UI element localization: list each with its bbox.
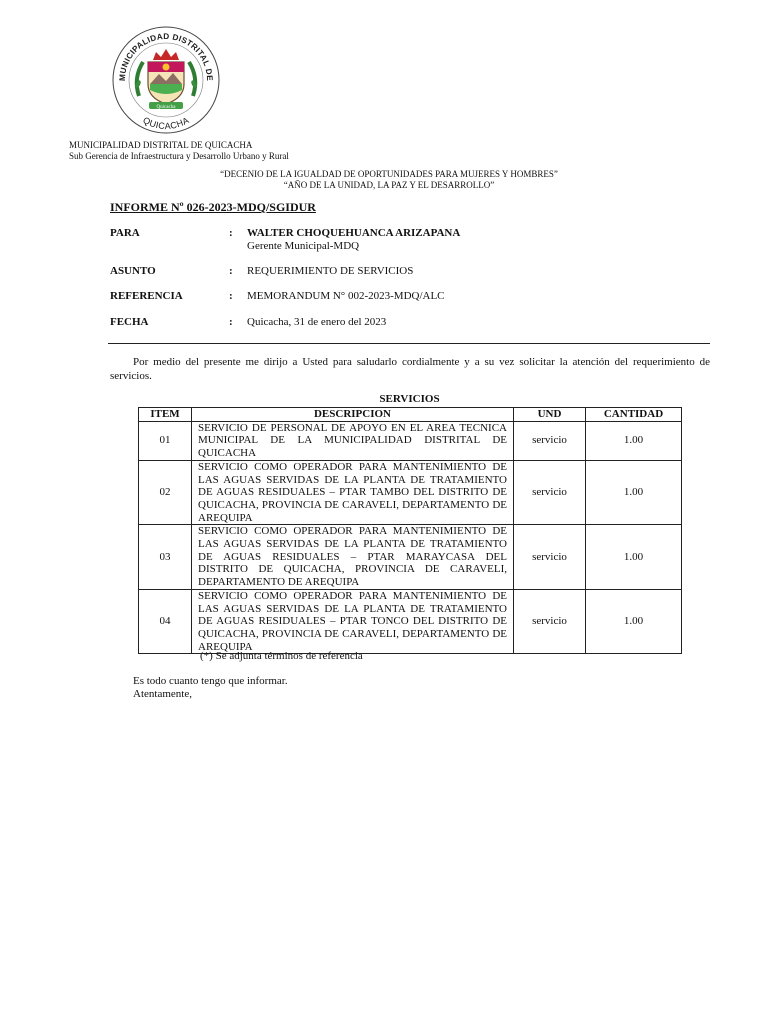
- cell-item: 03: [139, 525, 192, 590]
- cell-cantidad: 1.00: [586, 421, 682, 460]
- cell-item: 01: [139, 421, 192, 460]
- para-role: Gerente Municipal-MDQ: [247, 240, 360, 252]
- table-header-row: [139, 408, 682, 422]
- org-name: MUNICIPALIDAD DISTRITAL DE QUICACHA: [69, 140, 253, 150]
- cell-und: servicio: [514, 525, 586, 590]
- asunto-label: ASUNTO: [110, 265, 156, 277]
- referencia-label: REFERENCIA: [110, 290, 183, 302]
- asunto-value: REQUERIMIENTO DE SERVICIOS: [247, 265, 414, 277]
- para-label: PARA: [110, 227, 140, 239]
- cell-descripcion: SERVICIO COMO OPERADOR PARA MANTENIMIENTO DE LAS AGUAS SERVIDAS DE LA PLANTA DE TRATAMIENTO DE AGUAS RESIDUALES – PTAR TONCO DEL DISTRITO DE QUICACHA, PROVINCIA DE CARAVELI, DEPARTAMENTO DE AREQUIPA: [192, 589, 514, 654]
- municipality-seal: [109, 26, 223, 134]
- asunto-colon: :: [229, 265, 233, 277]
- seal-ribbon-text: Quicacha: [156, 104, 176, 110]
- fecha-colon: :: [229, 316, 233, 328]
- attachment-note: (*) Se adjunta términos de referencia: [200, 650, 363, 662]
- column-header-descripcion: DESCRIPCION: [192, 408, 514, 422]
- seal-ring-text: MUNICIPALIDAD DISTRITAL DE: [117, 31, 215, 82]
- cell-item: 04: [139, 589, 192, 654]
- column-header-cantidad: CANTIDAD: [586, 408, 682, 422]
- closing-line: Es todo cuanto tengo que informar.: [133, 675, 288, 687]
- cell-cantidad: 1.00: [586, 525, 682, 590]
- column-header-item: ITEM: [139, 408, 192, 422]
- table-row: [139, 589, 682, 654]
- table-title: SERVICIOS: [379, 393, 440, 405]
- decenio-text: “DECENIO DE LA IGUALDAD DE OPORTUNIDADES PARA MUJERES Y HOMBRES”: [220, 169, 558, 179]
- column-header-und: UND: [514, 408, 586, 422]
- referencia-value: MEMORANDUM N° 002-2023-MDQ/ALC: [247, 290, 445, 302]
- org-subunit: Sub Gerencia de Infraestructura y Desarrollo Urbano y Rural: [69, 151, 289, 161]
- seal-bottom-text: QUICACHA: [141, 115, 191, 132]
- cell-und: servicio: [514, 421, 586, 460]
- table-row: [139, 460, 682, 525]
- table-row: [139, 525, 682, 590]
- cell-cantidad: 1.00: [586, 589, 682, 654]
- fecha-value: Quicacha, 31 de enero del 2023: [247, 316, 387, 328]
- cell-descripcion: SERVICIO COMO OPERADOR PARA MANTENIMIENTO DE LAS AGUAS SERVIDAS DE LA PLANTA DE TRATAMIENTO DE AGUAS RESIDUALES – PTAR MARAYCASA DEL DISTRITO DE QUICACHA, PROVINCIA DE CARAVELI, DEPARTAMENTO DE AREQUIPA: [192, 525, 514, 590]
- referencia-colon: :: [229, 290, 233, 302]
- year-name-text: “AÑO DE LA UNIDAD, LA PAZ Y EL DESARROLLO”: [283, 180, 495, 190]
- intro-paragraph: Por medio del presente me dirijo a Usted para saludarlo cordialmente y a su vez solicitar la atención del requerimiento de servicios.: [110, 356, 710, 382]
- fecha-label: FECHA: [110, 316, 149, 328]
- table-row: [139, 421, 682, 460]
- para-colon: :: [229, 227, 233, 239]
- cell-und: servicio: [514, 460, 586, 525]
- services-table: [138, 407, 682, 654]
- cell-und: servicio: [514, 589, 586, 654]
- sign-off: Atentamente,: [133, 688, 192, 700]
- cell-descripcion: SERVICIO COMO OPERADOR PARA MANTENIMIENTO DE LAS AGUAS SERVIDAS DE LA PLANTA DE TRATAMIENTO DE AGUAS RESIDUALES – PTAR TAMBO DEL DISTRITO DE QUICACHA, PROVINCIA DE CARAVELI, DEPARTAMENTO DE AREQUIPA: [192, 460, 514, 525]
- header-divider: [108, 343, 710, 344]
- cell-cantidad: 1.00: [586, 460, 682, 525]
- document-title: INFORME Nº 026-2023-MDQ/SGIDUR: [110, 200, 316, 214]
- para-name: WALTER CHOQUEHUANCA ARIZAPANA: [247, 227, 461, 239]
- cell-item: 02: [139, 460, 192, 525]
- cell-descripcion: SERVICIO DE PERSONAL DE APOYO EN EL AREA TECNICA MUNICIPAL DE LA MUNICIPALIDAD DISTRITAL DE QUICACHA: [192, 421, 514, 460]
